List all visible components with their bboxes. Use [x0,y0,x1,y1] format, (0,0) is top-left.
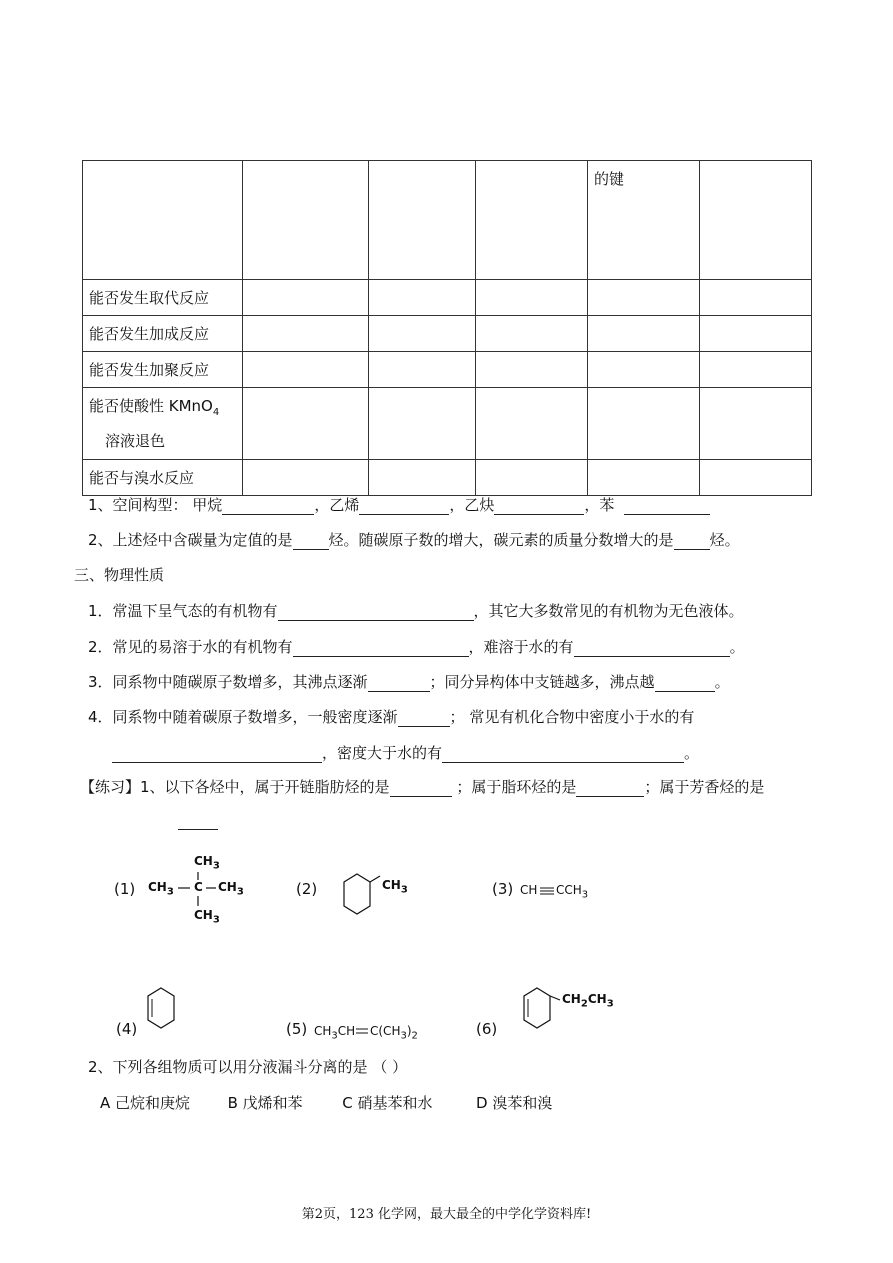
answer-blank[interactable] [359,498,449,515]
answer-blank[interactable] [178,813,218,830]
answer-blank[interactable] [574,640,730,657]
option-b[interactable]: B 戊烯和苯 [227,1094,303,1112]
row-label: 能否发生取代反应 [83,280,243,316]
option-c[interactable]: C 硝基苯和水 [342,1094,433,1112]
triple-bond [492,880,612,910]
compound-4: (4) [114,984,194,1044]
answer-blank[interactable] [278,604,474,621]
table-cell [476,161,588,280]
answer-blank[interactable] [494,498,584,515]
option-d[interactable]: D 溴苯和溴 [476,1094,553,1112]
answer-blank[interactable] [442,746,684,763]
answer-blank[interactable] [576,780,644,797]
question-1: 1、空间构型： 甲烷 ，乙烯 ，乙炔 ，苯 [88,494,710,515]
section-title: 三、物理性质 [74,566,165,584]
property-2: 2．常见的易溶于水的有机物有 ，难溶于水的有 。 [88,638,745,656]
row-label: 能否发生加聚反应 [83,352,243,388]
question-2: 2、上述烃中含碳量为定值的是 烃。随碳原子数的增大，碳元素的质量分数增大的是 烃。 [88,531,740,549]
properties-table [82,160,812,496]
answer-blank[interactable] [112,746,322,763]
exercise-2-options [100,1092,552,1113]
property-3: 3．同系物中随碳原子数增多，其沸点逐渐 ；同分异构体中支链越多，沸点越 。 [88,673,730,691]
exercise-2-stem: 2、下列各组物质可以用分液漏斗分离的是 （ ） [88,1058,408,1076]
compound-3: (3) CH $CCH_3$ [492,880,612,910]
row-label: 能否与溴水反应 [83,460,243,496]
row-label: 能否发生加成反应 [83,316,243,352]
benzene-ring [114,984,194,1044]
answer-blank[interactable] [624,498,710,515]
answer-blank[interactable] [293,533,329,550]
table-cell [83,161,243,280]
row-label: 能否使酸性 KMnO$_4$ 溶液退色 [83,388,243,460]
compound-1: (1) $CH_3$ $CH_3$ C $CH_3$ $CH_3$ [110,850,260,930]
answer-blank[interactable] [398,710,450,727]
compound-2: (2) $CH_3$ [294,866,424,926]
answer-blank[interactable] [222,498,314,515]
compound-6: (6) $CH_2CH_3$ [474,982,634,1046]
answer-blank[interactable] [368,675,430,692]
page-footer: 第2页，123 化学网，最大最全的中学化学资料库! [301,1207,592,1222]
table-cell [369,161,476,280]
answer-blank[interactable] [655,675,715,692]
exercise-1: 【练习】1、以下各烃中，属于开链脂肪烃的是 ；属于脂环烃的是 ；属于芳香烃的是 [80,778,765,796]
table-cell [243,161,369,280]
table-cell [700,161,812,280]
answer-blank[interactable] [390,780,452,797]
answer-blank[interactable] [293,640,469,657]
compound-5: (5) $CH_3CH$ $C(CH_3)_2$ [286,1020,436,1046]
bond-lines [110,850,260,930]
header-note: 的键 [594,170,625,188]
property-4: 4．同系物中随着碳原子数增多，一般密度逐渐 ； 常见有机化合物中密度小于水的有 [88,708,695,726]
answer-blank[interactable] [674,533,710,550]
option-a[interactable]: A 己烷和庚烷 [100,1094,191,1112]
exercise-1-cont [178,812,218,830]
property-4-cont: ，密度大于水的有 。 [112,742,699,763]
table-cell [588,161,700,280]
cyclohexane-ring [294,866,424,926]
property-1: 1．常温下呈气态的有机物有 ，其它大多数常见的有机物为无色液体。 [88,602,744,620]
